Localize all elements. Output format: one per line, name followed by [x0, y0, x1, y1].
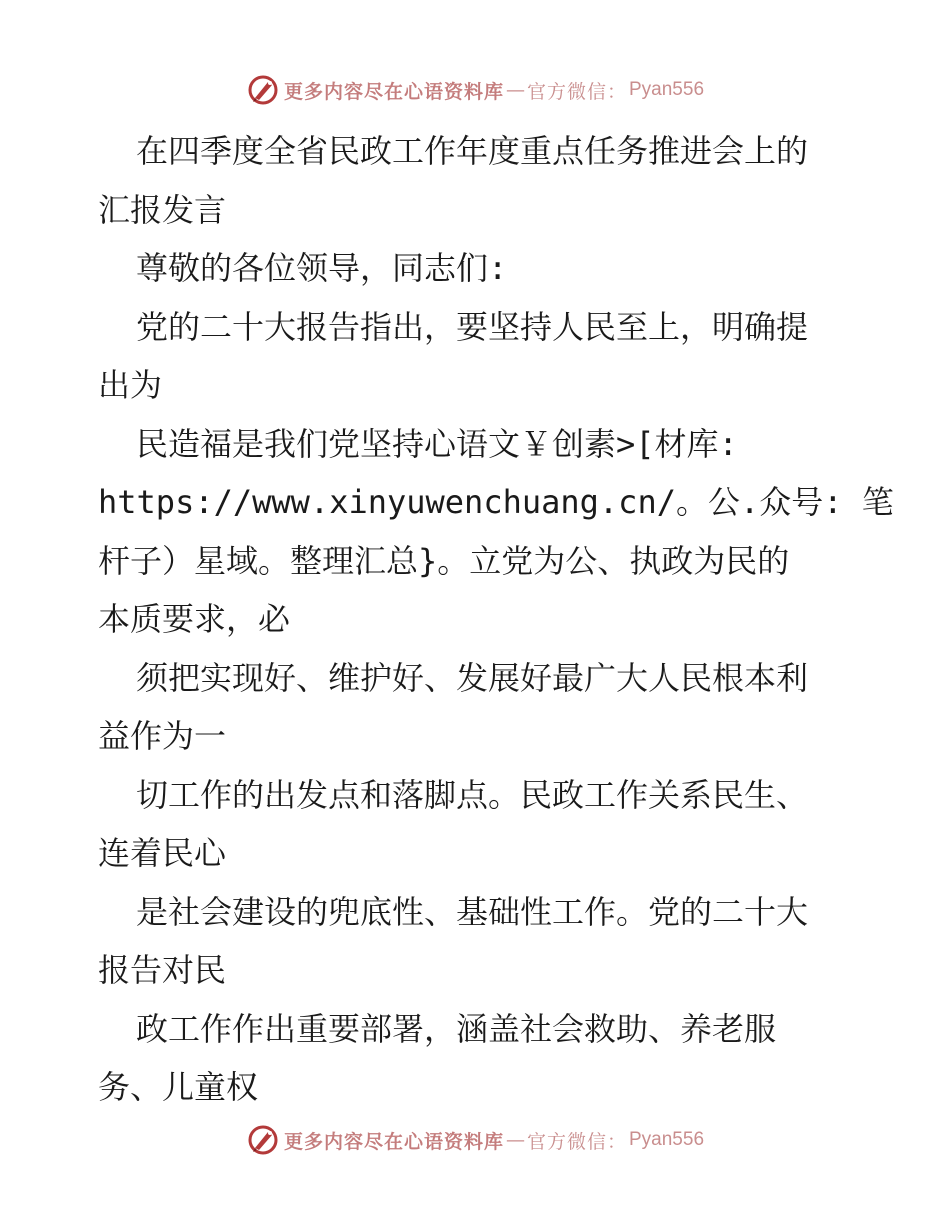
- banner-dash: —: [505, 79, 525, 101]
- banner-wechat-handle: Pyan556: [629, 1129, 705, 1150]
- body-line: 务、儿童权: [98, 1068, 259, 1106]
- body-line: 尊敬的各位领导，同志们:: [136, 249, 508, 287]
- body-line: 政工作作出重要部署，涵盖社会救助、养老服: [136, 1009, 777, 1048]
- pen-logo-icon: [246, 73, 280, 107]
- body-line: 报告对民: [98, 951, 227, 989]
- body-line: 连着民心: [98, 834, 227, 872]
- banner-wechat-label: 官方微信：: [526, 1130, 627, 1153]
- body-line: 切工作的出发点和落脚点。民政工作关系民生、: [136, 775, 809, 814]
- body-line: 须把实现好、维护好、发展好最广大人民根本利: [136, 658, 809, 697]
- banner-wechat-handle: Pyan556: [629, 79, 705, 100]
- body-line: 是社会建设的兜底性、基础性工作。党的二十大: [136, 892, 809, 931]
- header-banner: [0, 70, 950, 110]
- pen-logo-icon: [246, 1123, 280, 1157]
- body-line: 本质要求，必: [98, 600, 291, 638]
- body-line: 民造福是我们党坚持心语文￥创素>[材库:: [136, 424, 738, 463]
- body-line: 在四季度全省民政工作年度重点任务推进会上的: [136, 132, 809, 170]
- banner-dash: —: [505, 1129, 525, 1151]
- body-line: 汇报发言: [98, 190, 227, 229]
- banner-brand-text: 更多内容尽在心语资料库: [283, 80, 504, 103]
- document-body: [98, 122, 894, 1117]
- body-line: https://www.xinyuwenchuang.cn/。公.众号: 笔: [98, 483, 894, 521]
- banner-brand-text: 更多内容尽在心语资料库: [283, 1130, 504, 1153]
- body-line: 党的二十大报告指出，要坚持人民至上，明确提: [136, 307, 809, 346]
- body-line: 杆子）星域。整理汇总}。立党为公、执政为民的: [98, 541, 790, 580]
- body-line: 益作为一: [98, 717, 227, 755]
- banner-wechat-label: 官方微信：: [526, 80, 627, 103]
- body-line: 出为: [98, 366, 163, 404]
- footer-banner: [0, 1120, 950, 1160]
